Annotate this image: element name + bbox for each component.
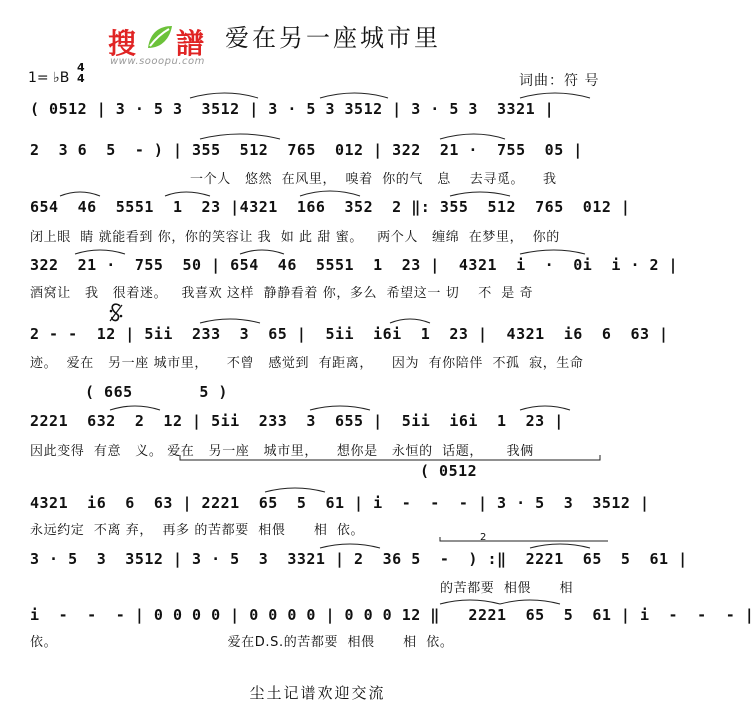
music-row-6: 2221 632 2 12 | 5ii 233 3 655 | 5ii i6i 1 23 | — [30, 412, 564, 430]
site-logo — [108, 18, 218, 66]
volta-label: 2 — [480, 532, 487, 543]
meter-bottom: 4 — [77, 72, 85, 85]
music-row-7: 4321 i6 6 63 | 2221 65 5 61 | i - - - | 3 · 5 3 3512 | — [30, 494, 650, 512]
lyric-row-3: 酒窝让 我 很着迷。 我喜欢 这样 静静看着 你，多么 希望这一 切 不 是 奇 — [30, 286, 534, 301]
music-row-3: 654 46 5551 1 23 |4321 166 352 2 ‖: 355 512 765 012 | — [30, 198, 631, 216]
leaf-icon — [144, 22, 174, 52]
lyric-row-6: 永远约定 不离 弃， 再多 的苦都要 相偎 相 依。 — [30, 523, 365, 538]
logo-left-char: 搜 — [108, 27, 137, 60]
song-title: 爱在另一座城市里 — [225, 24, 441, 52]
lyric-row-2: 闭上眼 睛 就能看到 你，你的笑容让 我 如 此 甜 蜜。 两个人 缠绵 在梦里， 你的 — [30, 230, 560, 245]
music-row-5: 2 - - 12 | 5ii 233 3 65 | 5ii i6i 1 23 | 4321 i6 6 63 | — [30, 325, 669, 343]
music-row-pickup: ( 0512 — [420, 462, 478, 480]
time-signature — [77, 62, 85, 84]
lyric-row-7: 的苦都要 相偎 相 — [440, 581, 574, 596]
lyric-row-4: 迹。 爱在 另一座 城市里， 不曾 感觉到 有距离， 因为 有你陪伴 不孤 寂，生命 — [30, 356, 584, 371]
meter-top: 4 — [77, 61, 85, 74]
lyric-row-5: 因此变得 有意 义。 爱在 另一座 城市里， 想你是 永恒的 话题， 我俩 — [30, 444, 534, 459]
music-row-9: i - - - | 0 0 0 0 | 0 0 0 0 | 0 0 0 12 ‖ 2221 65 5 61 | i - - - | — [30, 606, 754, 624]
music-row-4: 322 21 · 755 50 | 654 46 5551 1 23 | 4321 i · 0i i · 2 | — [30, 256, 679, 274]
logo-right-char: 譜 — [176, 27, 205, 60]
site-url: www.sooopu.com — [110, 56, 205, 67]
credits: 词曲：符 号 — [519, 73, 600, 89]
lyric-row-1: 一个人 悠然 在风里， 嗅着 你的气 息 去寻觅。 我 — [190, 172, 557, 187]
music-row-1: ( 0512 | 3 · 5 3 3512 | 3 · 5 3 3512 | 3 · 5 3 3321 | — [30, 100, 555, 118]
music-row-8: 3 · 5 3 3512 | 3 · 5 3 3321 | 2 36 5 - ) :‖ 2221 65 5 61 | — [30, 550, 688, 568]
footer-note: 尘土记谱欢迎交流 — [249, 684, 386, 702]
music-row-2: 2 3 6 5 - ) | 355 512 765 012 | 322 21 · 755 05 | — [30, 141, 583, 159]
key-signature: 1= ♭B — [28, 70, 70, 86]
segno-icon — [108, 302, 124, 324]
lyric-row-8: 依。 爱在D.S.的苦都要 相偎 相 依。 — [30, 635, 454, 650]
music-row-alt: ( 665 5 ) — [85, 383, 228, 401]
